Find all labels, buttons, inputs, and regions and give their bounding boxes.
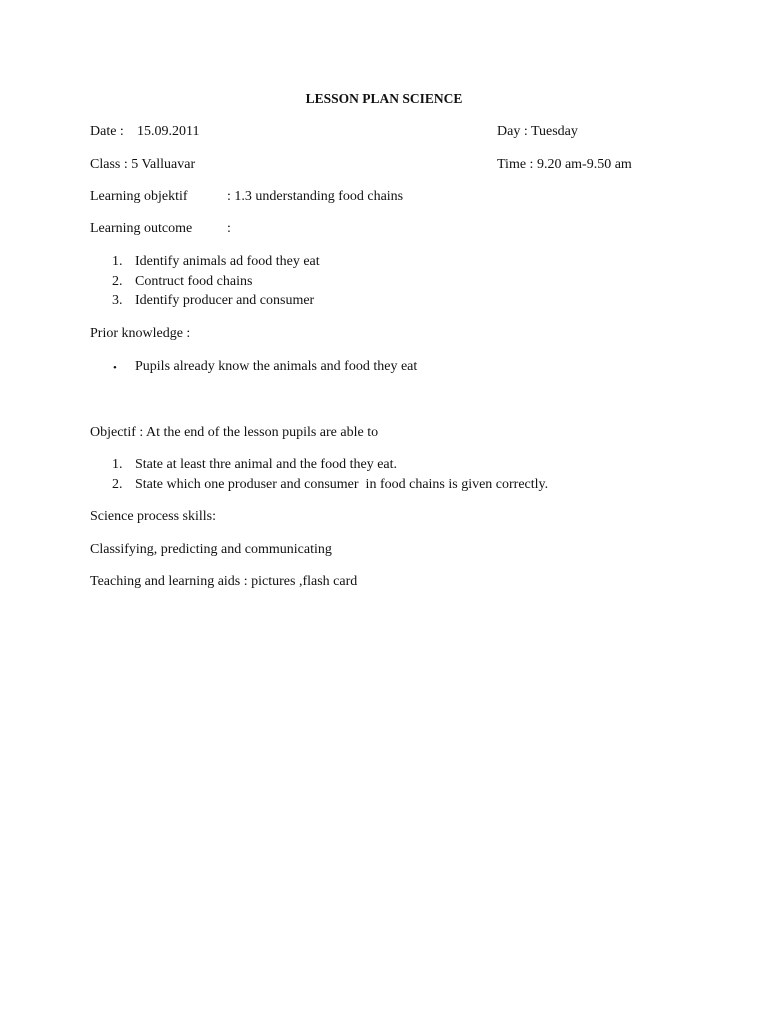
learning-objective-label: Learning objektif: [90, 189, 188, 204]
prior-knowledge-item: Pupils already know the animals and food they eat: [135, 359, 418, 374]
objective-item: State which one produser and consumer in food chains is given correctly.: [135, 477, 549, 492]
outcome-item: Identify producer and consumer: [135, 293, 315, 308]
bullet-icon: •: [113, 362, 117, 374]
process-skills-text: Classifying, predicting and communicating: [90, 542, 332, 557]
outcome-item: Identify animals ad food they eat: [135, 254, 320, 269]
time-text: Time : 9.20 am-9.50 am: [497, 157, 632, 172]
process-skills-label: Science process skills:: [90, 509, 216, 524]
class-text: Class : 5 Valluavar: [90, 157, 196, 172]
objective-heading: Objectif : At the end of the lesson pupils are able to: [90, 425, 379, 440]
teaching-aids-text: Teaching and learning aids : pictures ,flash card: [90, 574, 358, 589]
page-title: LESSON PLAN SCIENCE: [305, 91, 463, 106]
outcome-number: 3.: [112, 293, 123, 308]
date-value: 15.09.2011: [137, 124, 200, 139]
objective-item: State at least thre animal and the food they eat.: [135, 457, 398, 472]
outcome-item: Contruct food chains: [135, 274, 253, 289]
learning-outcome-colon: :: [227, 221, 231, 236]
learning-outcome-label: Learning outcome: [90, 221, 193, 236]
objective-number: 2.: [112, 477, 123, 492]
outcome-number: 1.: [112, 254, 123, 269]
learning-objective-value: : 1.3 understanding food chains: [227, 189, 404, 204]
day-text: Day : Tuesday: [497, 124, 578, 139]
date-label: Date :: [90, 124, 124, 139]
prior-knowledge-label: Prior knowledge :: [90, 326, 191, 341]
objective-number: 1.: [112, 457, 123, 472]
outcome-number: 2.: [112, 274, 123, 289]
